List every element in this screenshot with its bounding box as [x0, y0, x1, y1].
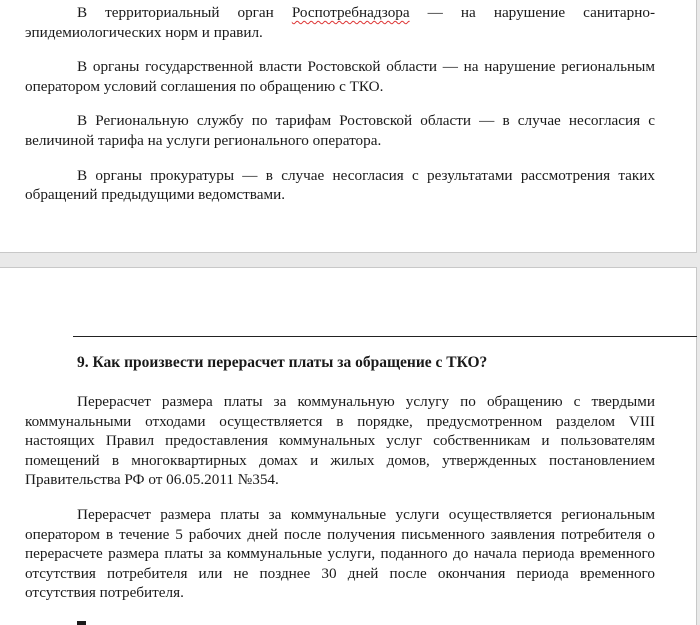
spellcheck-marked-word[interactable]: Роспотребнадзора	[291, 4, 410, 21]
horizontal-rule	[73, 336, 697, 337]
page-1-body	[25, 3, 655, 220]
page-2-body	[25, 392, 655, 618]
paragraph-regional-government: В органы государственной власти Ростовской области — на нарушение региональным оператором условий соглашения по обращению с ТКО.	[25, 58, 655, 95]
cut-off-text-line	[77, 621, 86, 625]
paragraph-text: — на нарушение санитарно-эпидемиологических норм и правил.	[25, 4, 656, 41]
paragraph-recalculation-procedure: Перерасчет размера платы за коммунальную услугу по обращению с твердыми коммунальными отходами осуществляется в порядке, предусмотренном разделом VIII настоящих Правил предоставления коммунальных услуг собственникам и пользователям помещений в многоквартирных домах и жилых домов, утвержденных постановлением Правительства РФ от 06.05.2011 №354.	[25, 393, 655, 489]
paragraph-tariff-service: В Региональную службу по тарифам Ростовской области — в случае несогласия с величиной тарифа на услуги регионального оператора.	[25, 112, 655, 149]
document-page-2	[0, 267, 697, 625]
section-heading: 9. Как произвести перерасчет платы за обращение с ТКО?	[77, 354, 488, 371]
paragraph-recalculation-deadline: Перерасчет размера платы за коммунальные услуги осуществляется региональным оператором в течение 5 рабочих дней после получения письменного заявления потребителя о перерасчете размера платы за коммунальные услуги, поданного до начала периода временного отсутствия потребителя или не позднее 30 дней после окончания периода временного отсутствия потребителя.	[25, 505, 655, 602]
paragraph-rospotrebnadzor	[25, 3, 655, 42]
paragraph-prosecutor: В органы прокуратуры — в случае несогласия с результатами рассмотрения таких обращений предыдущими ведомствами.	[25, 166, 655, 204]
document-page-1	[0, 0, 697, 253]
paragraph-text: В территориальный орган	[77, 4, 292, 21]
